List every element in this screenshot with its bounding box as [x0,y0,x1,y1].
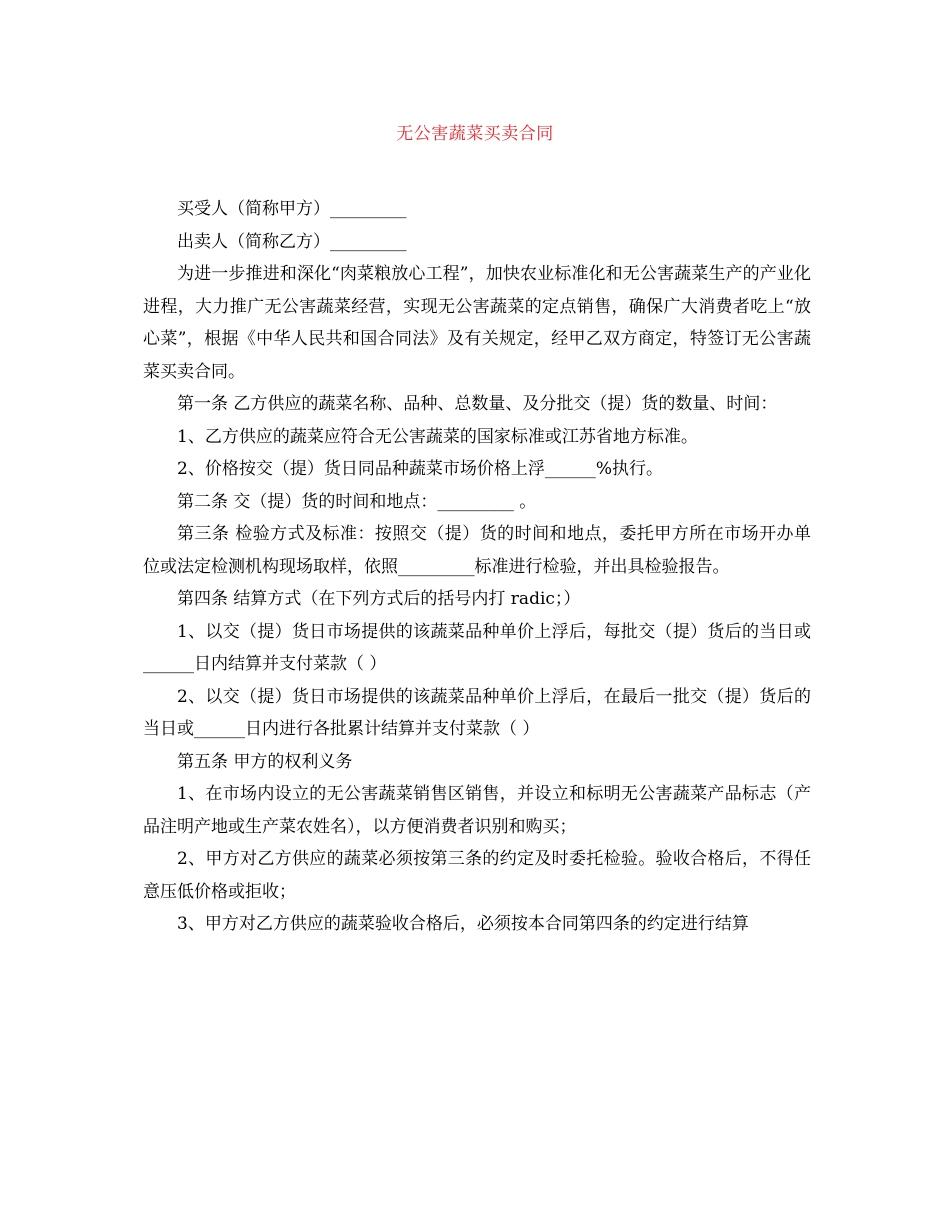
document-body [143,193,817,941]
article-1-item-1: 1、乙方供应的蔬菜应符合无公害蔬菜的国家标准或江苏省地方标准。 [177,426,698,447]
article-3-paragraph: 第三条 检验方式及标准：按照交（提）货的时间和地点，委托甲方所在市场开办单位或法定检测机构现场取样，依照_________标准进行检验，并出具检验报告。 [143,524,811,577]
preamble-paragraph: 为进一步推进和深化“肉菜粮放心工程”，加快农业标准化和无公害蔬菜生产的产业化进程，大力推广无公害蔬菜经营，实现无公害蔬菜的定点销售，确保广大消费者吃上“放心菜”，根据《中华人民共和国合同法》及有关规定，经甲乙双方商定，特签订无公害蔬菜买卖合同。 [143,264,811,382]
article-1-heading: 第一条 乙方供应的蔬菜名称、品种、总数量、及分批交（提）货的数量、时间： [177,394,778,414]
article-2-paragraph: 第二条 交（提）货的时间和地点：_________ 。 [177,491,537,512]
article-1-item-2: 2、价格按交（提）货日同品种蔬菜市场价格上浮______%执行。 [177,459,663,479]
article-4-item-1: 1、以交（提）货日市场提供的该蔬菜品种单价上浮后，每批交（提）货后的当日或 ______日内结算并支付菜款（ ） [143,621,817,674]
article-4-item-2: 2、以交（提）货日市场提供的该蔬菜品种单价上浮后，在最后一批交（提）货后的当日或______日内进行各批累计结算并支付菜款（ ） [143,686,811,739]
buyer-line: 买受人（简称甲方）_________ [177,199,407,219]
article-5-item-1: 1、在市场内设立的无公害蔬菜销售区销售，并设立和标明无公害蔬菜产品标志（产品注明产地或生产菜农姓名），以方便消费者识别和购买； [143,784,811,837]
article-5-item-3: 3、甲方对乙方供应的蔬菜验收合格后，必须按本合同第四条的约定进行结算 [177,914,749,934]
article-5-item-2: 2、甲方对乙方供应的蔬菜必须按第三条的约定及时委托检验。验收合格后，不得任意压低价格或拒收； [143,849,811,902]
article-5-heading: 第五条 甲方的权利义务 [177,751,353,772]
article-4-heading: 第四条 结算方式（在下列方式后的括号内打 radic；） [177,589,581,609]
seller-line: 出卖人（简称乙方）_________ [177,231,407,252]
document-title: 无公害蔬菜买卖合同 [396,124,554,144]
